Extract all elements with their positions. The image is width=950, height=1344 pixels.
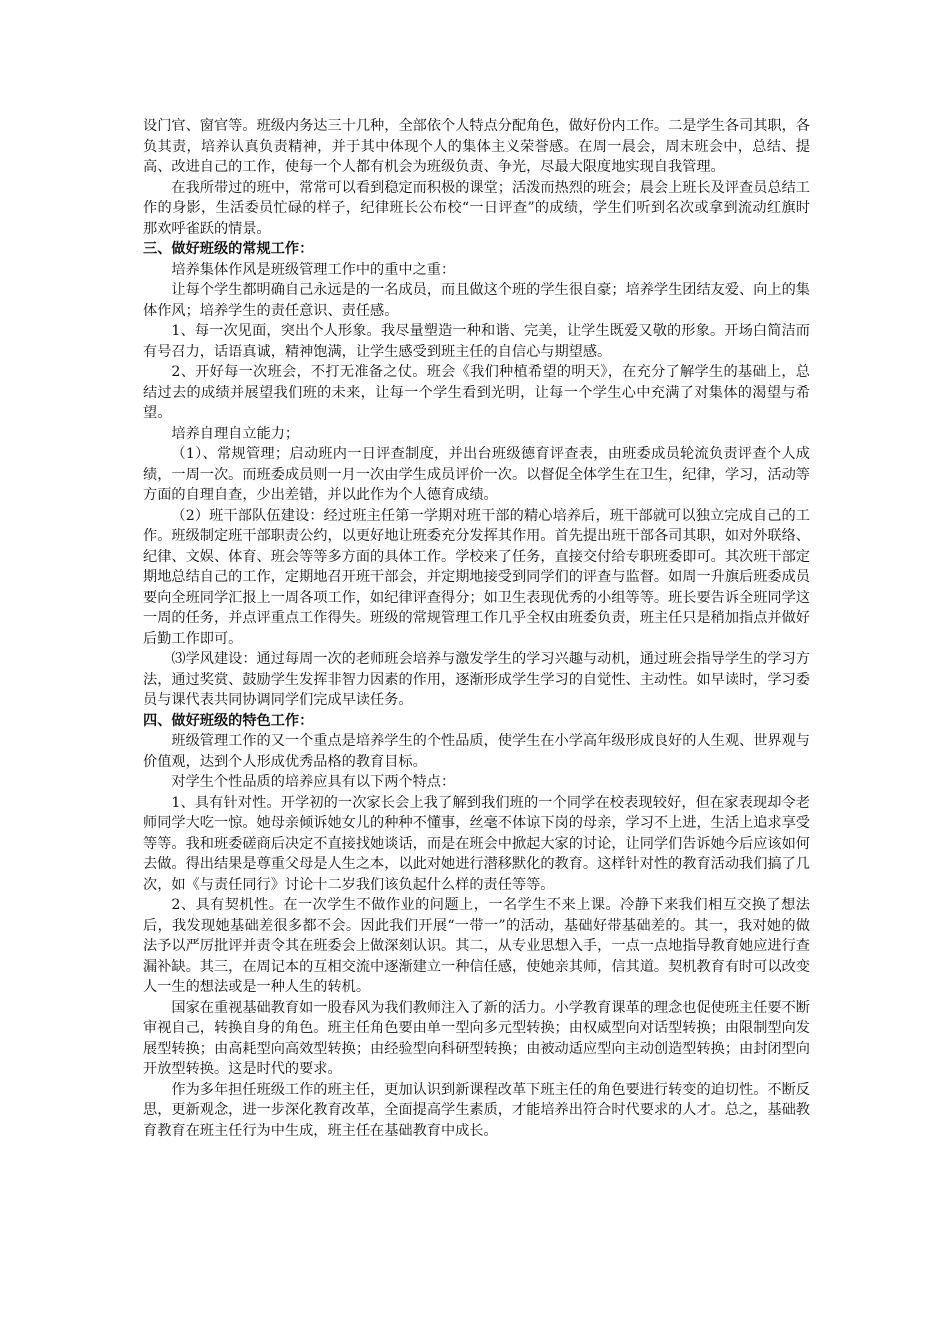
paragraph: 2、开好每一次班会，不打无准备之仗。班会《我们种植希望的明天》，在充分了解学生的基础上，总结过去的成绩并展望我们班的未来，让每一个学生看到光明，让每一个学生心中充满了对集体的渴望与希望。 — [143, 364, 810, 421]
section-heading: 四、做好班级的特色工作： — [143, 712, 314, 729]
section-heading: 三、做好班级的常规工作： — [143, 241, 314, 257]
paragraph: 让每个学生都明确自己永远是的一名成员，而且做这个班的学生很自豪；培养学生团结友爱、向上的集体作风；培养学生的责任意识、责任感。 — [143, 282, 810, 319]
paragraph: 班级管理工作的又一个重点是培养学生的个性品质，使学生在小学高年级形成良好的人生观、世界观与价值观，达到个人形成优秀品格的教育目标。 — [143, 733, 810, 770]
paragraph: 1、具有针对性。开学初的一次家长会上我了解到我们班的一个同学在校表现较好，但在家表现却令老师同学大吃一惊。她母亲倾诉她女儿的种种不懂事，丝毫不体谅下岗的母亲，学习不上进，生活上追求享受等等。我和班委磋商后决定不直接找她谈话，而是在班会中掀起大家的讨论，让同学们告诉她今后应该如何去做。得出结果是尊重父母是人生之本，以此对她进行潜移默化的教育。这样针对性的教育活动我们搞了几次，如《与责任同行》讨论十二岁我们该负起什么样的责任等等。 — [143, 794, 810, 893]
paragraph: 培养集体作风是班级管理工作中的重中之重： — [171, 261, 456, 278]
paragraph: 国家在重视基础教育如一股春风为我们教师注入了新的活力。小学教育课革的理念也促使班主任要不断审视自己，转换自身的角色。班主任角色要由单一型向多元型转换；由权威型向对话型转换；由限制型向发展型转换；由高耗型向高效型转换；由经验型向科研型转换；由被动适应型向主动创造型转换；由封闭型向开放型转换。这是时代的要求。 — [143, 999, 810, 1077]
paragraph: 2、具有契机性。在一次学生不做作业的问题上，一名学生不来上课。冷静下来我们相互交换了想法后，我发现她基础差很多都不会。因此我们开展“一带一”的活动，基础好带基础差的。其一，我对她的做法予以严厉批评并责令其在班委会上做深刻认识。其二，从专业思想入手，一点一点地指导教育她应进行查漏补缺。其三，在周记本的互相交流中逐渐建立一种信任感，使她亲其师，信其道。契机教育有时可以改变人一生的想法或是一种人生的转机。 — [143, 897, 810, 995]
paragraph: 1、每一次见面，突出个人形象。我尽量塑造一种和谐、完美，让学生既爱又敬的形象。开场白简洁而有号召力，话语真诚，精神饱满，让学生感受到班主任的自信心与期望感。 — [143, 323, 810, 360]
paragraph: 作为多年担任班级工作的班主任，更加认识到新课程改革下班主任的角色要进行转变的迫切性。不断反思，更新观念，进一步深化教育改革，全面提高学生素质，才能培养出符合时代要求的人才。总之，基础教育教育在班主任行为中生成，班主任在基础教育中成长。 — [143, 1081, 810, 1139]
paragraph: 培养自理自立能力； — [171, 425, 300, 442]
paragraph: （2）班干部队伍建设：经过班主任第一学期对班干部的精心培养后，班干部就可以独立完成自己的工作。班级制定班干部职责公约，以更好地让班委充分发挥其作用。首先提出班干部各司其职，如对外联络、纪律、文娱、体育、班会等等多方面的具体工作。学校来了任务，直接交付给专职班委即可。其次班干部定期地总结自己的工作，定期地召开班干部会，并定期地接受到同学们的评查与监督。如周一升旗后班委成员要向全班同学汇报上一周各项工作，如纪律评查得分；如卫生表现优秀的小组等等。班长要告诉全班同学这一周的任务，并点评重点工作得失。班级的常规管理工作几乎全权由班委负责，班主任只是稍加指点并做好后勤工作即可。 — [143, 507, 810, 647]
paragraph: 设门官、窗官等。班级内务达三十几种，全部依个人特点分配角色，做好份内工作。二是学生各司其职，各负其责，培养认真负责精神，并于其中体现个人的集体主义荣誉感。在周一晨会，周末班会中，总结、提高、改进自己的工作，使每一个人都有机会为班级负责、争光，尽最大限度地实现自我管理。 — [143, 118, 810, 175]
document-body — [143, 116, 810, 1141]
paragraph: 对学生个性品质的培养应具有以下两个特点： — [171, 774, 456, 790]
paragraph: ⑶学风建设：通过每周一次的老师班会培养与激发学生的学习兴趣与动机，通过班会指导学生的学习方法，通过奖赏、鼓励学生发挥非智力因素的作用，逐渐形成学生学习的自觉性、主动性。如早读时，学习委员与课代表共同协调同学们完成早读任务。 — [143, 651, 810, 708]
paragraph: （1）、常规管理；启动班内一日评查制度，并出台班级德育评查表，由班委成员轮流负责评查个人成绩，一周一次。而班委成员则一月一次由学生成员评价一次。以督促全体学生在卫生，纪律，学习，活动等方面的自理自查，少出差错，并以此作为个人德育成绩。 — [143, 446, 810, 503]
paragraph: 在我所带过的班中，常常可以看到稳定而积极的课堂；活泼而热烈的班会；晨会上班长及评查员总结工作的身影，生活委员忙碌的样子，纪律班长公布校“一日评查”的成绩，学生们听到名次或拿到流动红旗时那欢呼雀跃的情景。 — [143, 179, 810, 237]
